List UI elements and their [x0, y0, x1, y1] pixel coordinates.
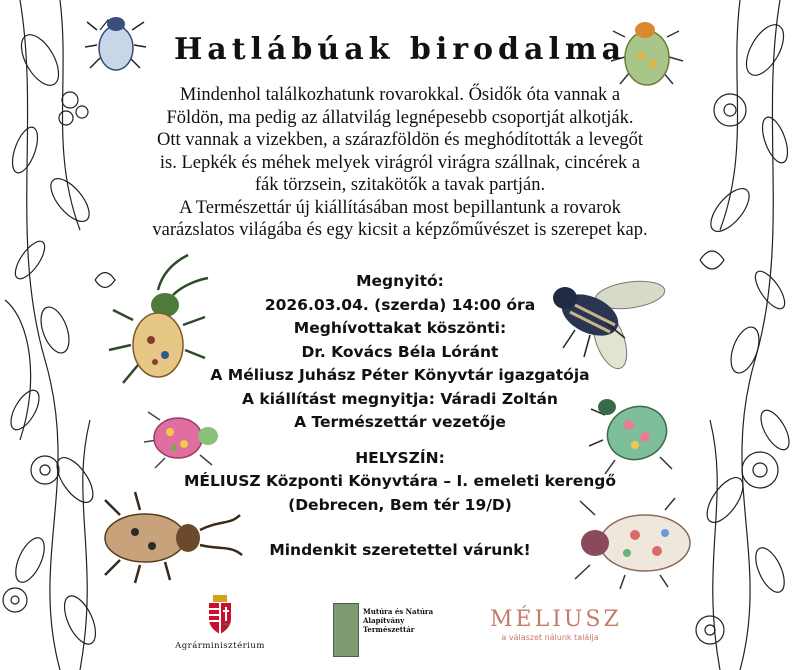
library-tagline: a válaszet nálunk találja: [501, 633, 599, 642]
intro-line: fák törzsein, szitakötők a tavak partján.: [254, 175, 546, 195]
coat-of-arms-icon: [207, 595, 233, 635]
opener-line: A kiállítást megnyitja: Váradi Zoltán: [242, 389, 558, 408]
sponsor-logos: [0, 595, 800, 670]
library-name: MÉLIUSZ: [490, 607, 622, 632]
book-icon: [333, 603, 359, 657]
library-logo: [490, 607, 622, 642]
ministry-label: Agrárminisztérium: [175, 641, 265, 651]
intro-line: Földön, ma pedig az állatvilág legnépesebb csoportját alkotják.: [166, 107, 634, 128]
opening-datetime: 2026.03.04. (szerda) 14:00 óra: [264, 295, 536, 314]
foundation-line: Alapítvány: [363, 616, 405, 625]
intro-line: is. Lepkék és méhek melyek virágról virágra szállnak, cincérek a: [159, 152, 641, 173]
intro-line: varázslatos világába és egy kicsit a képzőművészet is szerepet kap.: [152, 220, 648, 240]
opener-role: A Természettár vezetője: [294, 413, 506, 431]
event-info: [150, 270, 650, 563]
opening-label: Megnyitó:: [356, 272, 444, 290]
venue-address: (Debrecen, Bem tér 19/D): [288, 495, 512, 514]
greeter-role: A Méliusz Juhász Péter Könyvtár igazgatója: [210, 366, 590, 384]
venue-label: HELYSZÍN:: [355, 448, 445, 467]
intro-line: Ott vannak a vizekben, a szárazföldön és meghódították a levegőt: [157, 130, 643, 150]
poster-title: Hatlábúak birodalma: [173, 32, 627, 67]
venue-name: MÉLIUSZ Központi Könyvtára – I. emeleti kerengő: [183, 472, 616, 490]
greeting-label: Meghívottakat köszönti:: [293, 319, 507, 337]
intro-line: Mindenhol találkozhatunk rovarokkal. Ősidők óta vannak a: [179, 85, 621, 105]
closing-line: Mindenkit szeretettel várunk!: [269, 541, 531, 559]
foundation-line: Természettár: [363, 625, 415, 634]
foundation-logo: [333, 603, 443, 658]
intro-line: A Természettár új kiállításában most bepillantunk a rovarok: [179, 197, 621, 218]
greeter-name: Dr. Kovács Béla Lóránt: [301, 342, 499, 361]
ministry-logo: [170, 595, 270, 651]
intro-paragraph: [120, 84, 680, 242]
foundation-line: Mutúra és Natúra: [363, 607, 434, 616]
